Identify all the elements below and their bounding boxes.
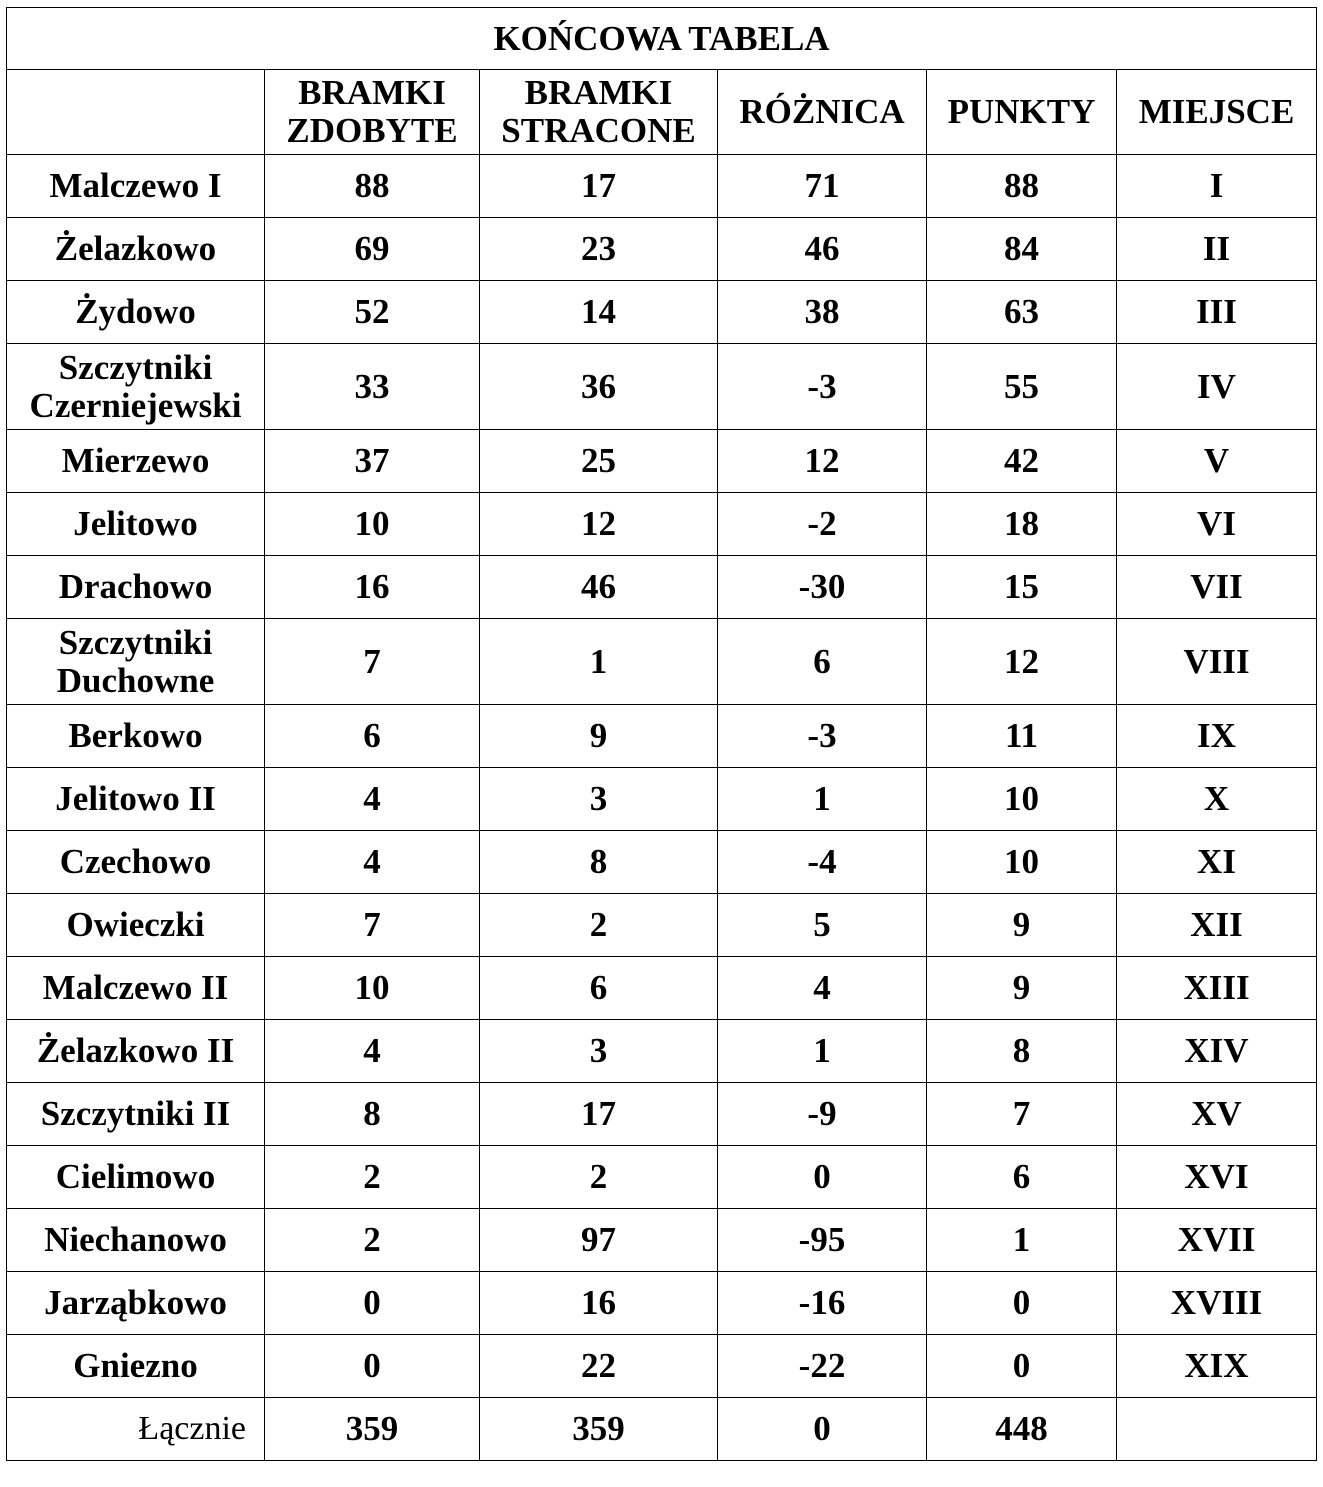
- goals-conceded: 17: [480, 1083, 718, 1146]
- goals-scored: 7: [265, 619, 480, 705]
- place: VIII: [1117, 619, 1317, 705]
- team-name: Berkowo: [7, 705, 265, 768]
- table-row: [7, 705, 1317, 768]
- points: 55: [927, 344, 1117, 430]
- points: 6: [927, 1146, 1117, 1209]
- points: 63: [927, 281, 1117, 344]
- goals-conceded: 6: [480, 957, 718, 1020]
- goal-difference: -3: [718, 705, 927, 768]
- team-name: Żelazkowo: [7, 218, 265, 281]
- header-points: [927, 70, 1117, 155]
- header-place: [1117, 70, 1317, 155]
- place: XVII: [1117, 1209, 1317, 1272]
- team-name: Jarząbkowo: [7, 1272, 265, 1335]
- points: 84: [927, 218, 1117, 281]
- table-row: [7, 344, 1317, 430]
- table-row: [7, 155, 1317, 218]
- goal-difference: -95: [718, 1209, 927, 1272]
- total-label: Łącznie: [7, 1398, 265, 1461]
- goals-conceded: 2: [480, 1146, 718, 1209]
- goals-scored: 4: [265, 1020, 480, 1083]
- table-row: [7, 768, 1317, 831]
- header-goals-scored: [265, 70, 480, 155]
- goals-conceded: 8: [480, 831, 718, 894]
- goals-scored: 88: [265, 155, 480, 218]
- team-name: Gniezno: [7, 1335, 265, 1398]
- goal-difference: -2: [718, 493, 927, 556]
- team-name: Owieczki: [7, 894, 265, 957]
- goals-scored: 52: [265, 281, 480, 344]
- goal-difference: 0: [718, 1146, 927, 1209]
- place: IX: [1117, 705, 1317, 768]
- goals-scored: 0: [265, 1335, 480, 1398]
- team-name: Szczytniki Czerniejewski: [7, 344, 265, 430]
- goal-difference: -16: [718, 1272, 927, 1335]
- table-row: [7, 1272, 1317, 1335]
- goals-conceded: 3: [480, 1020, 718, 1083]
- header-row: [7, 70, 1317, 155]
- points: 9: [927, 894, 1117, 957]
- table-row: [7, 831, 1317, 894]
- place: IV: [1117, 344, 1317, 430]
- team-name: Żydowo: [7, 281, 265, 344]
- place: XIX: [1117, 1335, 1317, 1398]
- goals-scored: 2: [265, 1209, 480, 1272]
- goals-conceded: 3: [480, 768, 718, 831]
- place: III: [1117, 281, 1317, 344]
- header-difference: [718, 70, 927, 155]
- goals-conceded: 46: [480, 556, 718, 619]
- table-body: [7, 155, 1317, 1461]
- goals-scored: 8: [265, 1083, 480, 1146]
- goals-conceded: 9: [480, 705, 718, 768]
- header-goals-scored-label: BRAMKI ZDOBYTE: [286, 73, 458, 150]
- table-row: [7, 1146, 1317, 1209]
- points: 15: [927, 556, 1117, 619]
- goals-scored: 6: [265, 705, 480, 768]
- place: VI: [1117, 493, 1317, 556]
- table-row: [7, 430, 1317, 493]
- goals-conceded: 97: [480, 1209, 718, 1272]
- points: 11: [927, 705, 1117, 768]
- goals-scored: 4: [265, 831, 480, 894]
- header-place-label: MIEJSCE: [1138, 92, 1295, 131]
- goals-scored: 4: [265, 768, 480, 831]
- place: XI: [1117, 831, 1317, 894]
- table-row: [7, 894, 1317, 957]
- goal-difference: -4: [718, 831, 927, 894]
- total-goal-difference: 0: [718, 1398, 927, 1461]
- header-goals-conceded: [480, 70, 718, 155]
- table-row: [7, 493, 1317, 556]
- goal-difference: -22: [718, 1335, 927, 1398]
- goal-difference: 46: [718, 218, 927, 281]
- team-name: Jelitowo: [7, 493, 265, 556]
- place: X: [1117, 768, 1317, 831]
- goals-scored: 2: [265, 1146, 480, 1209]
- goals-scored: 7: [265, 894, 480, 957]
- place: XIII: [1117, 957, 1317, 1020]
- place: VII: [1117, 556, 1317, 619]
- table-row: [7, 218, 1317, 281]
- points: 42: [927, 430, 1117, 493]
- points: 18: [927, 493, 1117, 556]
- points: 88: [927, 155, 1117, 218]
- table-row: [7, 957, 1317, 1020]
- goal-difference: 5: [718, 894, 927, 957]
- place: XVI: [1117, 1146, 1317, 1209]
- header-goals-conceded-label: BRAMKI STRACONE: [501, 73, 696, 150]
- goals-scored: 69: [265, 218, 480, 281]
- goals-conceded: 14: [480, 281, 718, 344]
- total-goals-scored: 359: [265, 1398, 480, 1461]
- goals-conceded: 16: [480, 1272, 718, 1335]
- goal-difference: -3: [718, 344, 927, 430]
- place: I: [1117, 155, 1317, 218]
- goals-scored: 10: [265, 493, 480, 556]
- team-name: Czechowo: [7, 831, 265, 894]
- team-name: Malczewo I: [7, 155, 265, 218]
- points: 1: [927, 1209, 1117, 1272]
- goals-scored: 0: [265, 1272, 480, 1335]
- team-name: Niechanowo: [7, 1209, 265, 1272]
- goal-difference: -9: [718, 1083, 927, 1146]
- team-name: Szczytniki Duchowne: [7, 619, 265, 705]
- table-row: [7, 1335, 1317, 1398]
- total-points: 448: [927, 1398, 1117, 1461]
- final-standings-table: [6, 7, 1317, 1461]
- goals-scored: 33: [265, 344, 480, 430]
- points: 9: [927, 957, 1117, 1020]
- team-name: Malczewo II: [7, 957, 265, 1020]
- points: 0: [927, 1272, 1117, 1335]
- team-name: Szczytniki II: [7, 1083, 265, 1146]
- goals-conceded: 23: [480, 218, 718, 281]
- goals-conceded: 1: [480, 619, 718, 705]
- table-row: [7, 1020, 1317, 1083]
- team-name: Jelitowo II: [7, 768, 265, 831]
- place: XV: [1117, 1083, 1317, 1146]
- goal-difference: -30: [718, 556, 927, 619]
- goal-difference: 4: [718, 957, 927, 1020]
- points: 10: [927, 768, 1117, 831]
- goals-scored: 10: [265, 957, 480, 1020]
- goals-conceded: 22: [480, 1335, 718, 1398]
- team-name: Drachowo: [7, 556, 265, 619]
- header-team: [7, 70, 265, 155]
- goal-difference: 6: [718, 619, 927, 705]
- team-name: Mierzewo: [7, 430, 265, 493]
- goals-scored: 16: [265, 556, 480, 619]
- table-row: [7, 281, 1317, 344]
- place: XIV: [1117, 1020, 1317, 1083]
- table-row: [7, 619, 1317, 705]
- goal-difference: 1: [718, 1020, 927, 1083]
- points: 8: [927, 1020, 1117, 1083]
- goals-conceded: 12: [480, 493, 718, 556]
- table-row: [7, 1083, 1317, 1146]
- goal-difference: 38: [718, 281, 927, 344]
- points: 10: [927, 831, 1117, 894]
- title-row: [7, 8, 1317, 70]
- place: XII: [1117, 894, 1317, 957]
- goal-difference: 71: [718, 155, 927, 218]
- goals-conceded: 25: [480, 430, 718, 493]
- header-points-label: PUNKTY: [947, 92, 1096, 131]
- goal-difference: 1: [718, 768, 927, 831]
- points: 0: [927, 1335, 1117, 1398]
- total-row: [7, 1398, 1317, 1461]
- goals-scored: 37: [265, 430, 480, 493]
- place: XVIII: [1117, 1272, 1317, 1335]
- goals-conceded: 17: [480, 155, 718, 218]
- goals-conceded: 2: [480, 894, 718, 957]
- goal-difference: 12: [718, 430, 927, 493]
- place: V: [1117, 430, 1317, 493]
- table-title: KOŃCOWA TABELA: [7, 8, 1317, 70]
- points: 7: [927, 1083, 1117, 1146]
- team-name: Żelazkowo II: [7, 1020, 265, 1083]
- table-row: [7, 556, 1317, 619]
- header-difference-label: RÓŻNICA: [739, 92, 905, 131]
- place: II: [1117, 218, 1317, 281]
- table-row: [7, 1209, 1317, 1272]
- points: 12: [927, 619, 1117, 705]
- team-name: Cielimowo: [7, 1146, 265, 1209]
- total-place: [1117, 1398, 1317, 1461]
- goals-conceded: 36: [480, 344, 718, 430]
- total-goals-conceded: 359: [480, 1398, 718, 1461]
